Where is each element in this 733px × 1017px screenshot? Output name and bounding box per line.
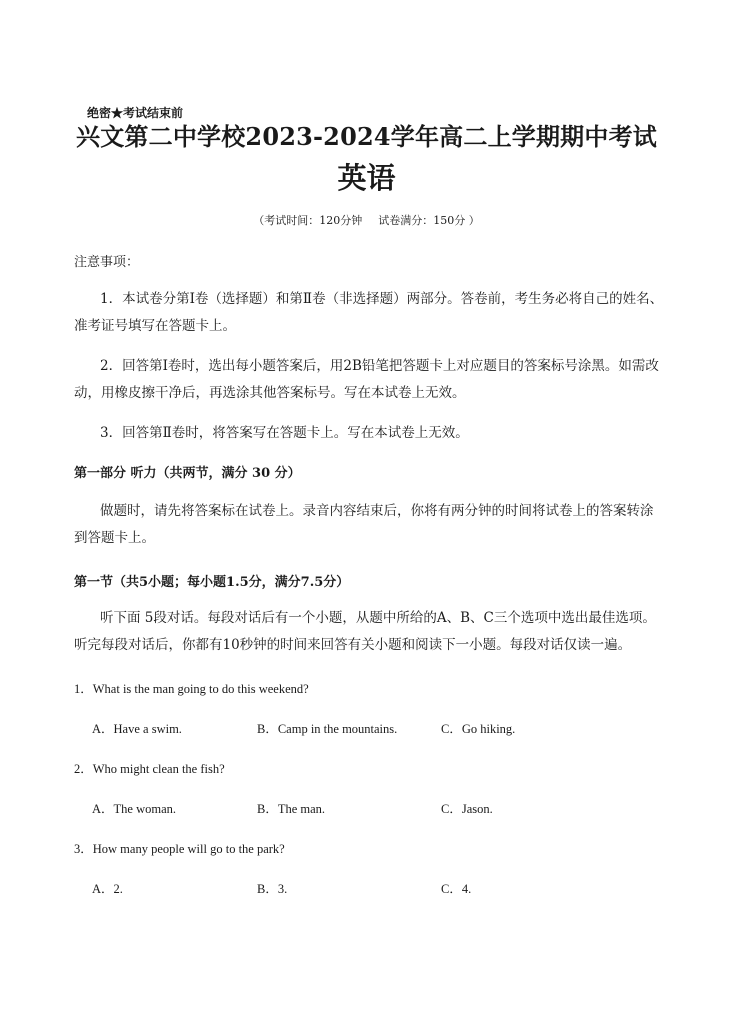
notice-item-2: 2．回答第Ⅰ卷时，选出每小题答案后，用2B铅笔把答题卡上对应题目的答案标号涂黑。如需改动，用橡皮擦干净后，再选涂其他答案标号。写在本试卷上无效。	[74, 358, 659, 401]
question-1-stem: 1．What is the man going to do this weekend?	[74, 682, 309, 696]
question-1-option-c: C．Go hiking.	[441, 722, 516, 736]
exam-time: （考试时间：120分钟	[253, 214, 363, 227]
question-1-option-a: A．Have a swim.	[92, 722, 182, 736]
confidential-mark: 绝密★考试结束前	[87, 106, 184, 120]
notice-item-3: 3．回答第Ⅱ卷时，将答案写在答题卡上。写在本试卷上无效。	[100, 425, 469, 441]
section1-heading: 第一节（共5小题；每小题1.5分，满分7.5分）	[74, 575, 350, 590]
full-score: 试卷满分：150分 ）	[378, 214, 480, 227]
question-3-option-a: A．2.	[92, 882, 123, 896]
notice-item-1: 1．本试卷分第Ⅰ卷（选择题）和第Ⅱ卷（非选择题）两部分。答卷前，考生务必将自己的姓名、准考证号填写在答题卡上。	[74, 291, 664, 334]
question-3-option-b: B．3.	[257, 882, 288, 896]
exam-title: 兴文第二中学校2023-2024学年高二上学期期中考试	[76, 122, 657, 151]
question-3-stem: 3．How many people will go to the park?	[74, 842, 285, 856]
question-2-option-c: C．Jason.	[441, 802, 493, 816]
question-3-option-c: C．4.	[441, 882, 472, 896]
subject-title: 英语	[337, 161, 396, 195]
section1-instruction: 听下面 5段对话。每段对话后有一个小题，从题中所给的A、B、C三个选项中选出最佳选项。听完每段对话后，你都有10秒钟的时间来回答有关小题和阅读下一小题。每段对话仅读一遍。	[74, 610, 656, 653]
notice-heading: 注意事项：	[74, 255, 140, 270]
part1-heading: 第一部分 听力（共两节，满分 30 分）	[74, 466, 301, 481]
question-2-option-a: A．The woman.	[92, 802, 177, 816]
question-2-option-b: B．The man.	[257, 802, 326, 816]
question-1-option-b: B．Camp in the mountains.	[257, 722, 398, 736]
exam-info	[0, 212, 733, 228]
question-2-stem: 2．Who might clean the fish?	[74, 762, 225, 776]
part1-instruction: 做题时，请先将答案标在试卷上。录音内容结束后，你将有两分钟的时间将试卷上的答案转涂到答题卡上。	[74, 503, 654, 546]
